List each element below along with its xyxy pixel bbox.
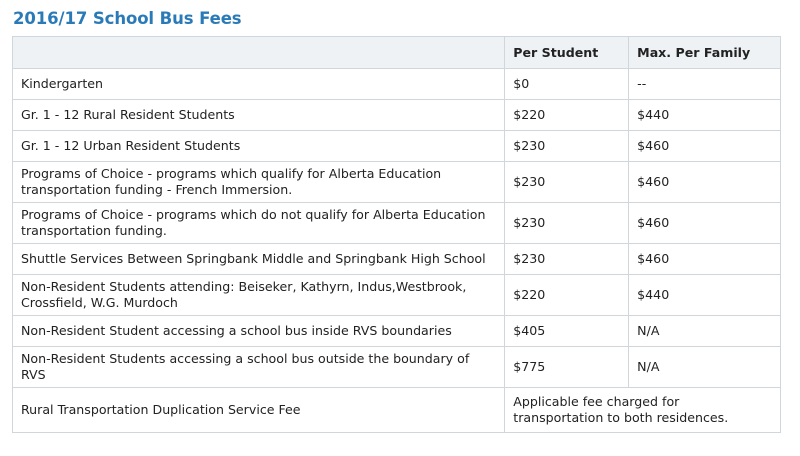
table-row <box>13 388 781 433</box>
row-per-student: $220 <box>505 100 629 131</box>
bus-fees-table <box>12 36 781 433</box>
row-per-student: $0 <box>505 69 629 100</box>
table-row <box>13 203 781 244</box>
row-max-per-family: $440 <box>629 275 781 316</box>
row-per-student: $230 <box>505 131 629 162</box>
row-description: Non-Resident Student accessing a school bus inside RVS boundaries <box>13 316 505 347</box>
table-header-row <box>13 37 781 69</box>
row-max-per-family: $460 <box>629 203 781 244</box>
row-description: Programs of Choice - programs which qualify for Alberta Education transportation funding - French Immersion. <box>13 162 505 203</box>
row-per-student: $230 <box>505 162 629 203</box>
row-description: Shuttle Services Between Springbank Middle and Springbank High School <box>13 244 505 275</box>
header-per-student: Per Student <box>505 37 629 69</box>
row-max-per-family: $440 <box>629 100 781 131</box>
table-row <box>13 100 781 131</box>
table-row <box>13 275 781 316</box>
row-description: Programs of Choice - programs which do not qualify for Alberta Education transportation funding. <box>13 203 505 244</box>
row-per-student: $405 <box>505 316 629 347</box>
row-max-per-family: $460 <box>629 244 781 275</box>
row-max-per-family: $460 <box>629 131 781 162</box>
row-max-per-family: -- <box>629 69 781 100</box>
row-max-per-family: $460 <box>629 162 781 203</box>
row-per-student: $220 <box>505 275 629 316</box>
row-description: Gr. 1 - 12 Urban Resident Students <box>13 131 505 162</box>
row-description: Kindergarten <box>13 69 505 100</box>
row-per-student: $775 <box>505 347 629 388</box>
row-description: Non-Resident Students accessing a school bus outside the boundary of RVS <box>13 347 505 388</box>
table-row <box>13 162 781 203</box>
row-fee-note: Applicable fee charged for transportation to both residences. <box>505 388 781 433</box>
table-row <box>13 69 781 100</box>
row-max-per-family: N/A <box>629 347 781 388</box>
table-row <box>13 347 781 388</box>
header-max-per-family: Max. Per Family <box>629 37 781 69</box>
table-row <box>13 316 781 347</box>
row-max-per-family: N/A <box>629 316 781 347</box>
row-description: Non-Resident Students attending: Beiseker, Kathyrn, Indus,Westbrook, Crossfield, W.G. Murdoch <box>13 275 505 316</box>
header-description <box>13 37 505 69</box>
table-row <box>13 244 781 275</box>
row-per-student: $230 <box>505 244 629 275</box>
row-description: Gr. 1 - 12 Rural Resident Students <box>13 100 505 131</box>
row-per-student: $230 <box>505 203 629 244</box>
row-description: Rural Transportation Duplication Service Fee <box>13 388 505 433</box>
table-row <box>13 131 781 162</box>
page-title: 2016/17 School Bus Fees <box>13 9 242 28</box>
